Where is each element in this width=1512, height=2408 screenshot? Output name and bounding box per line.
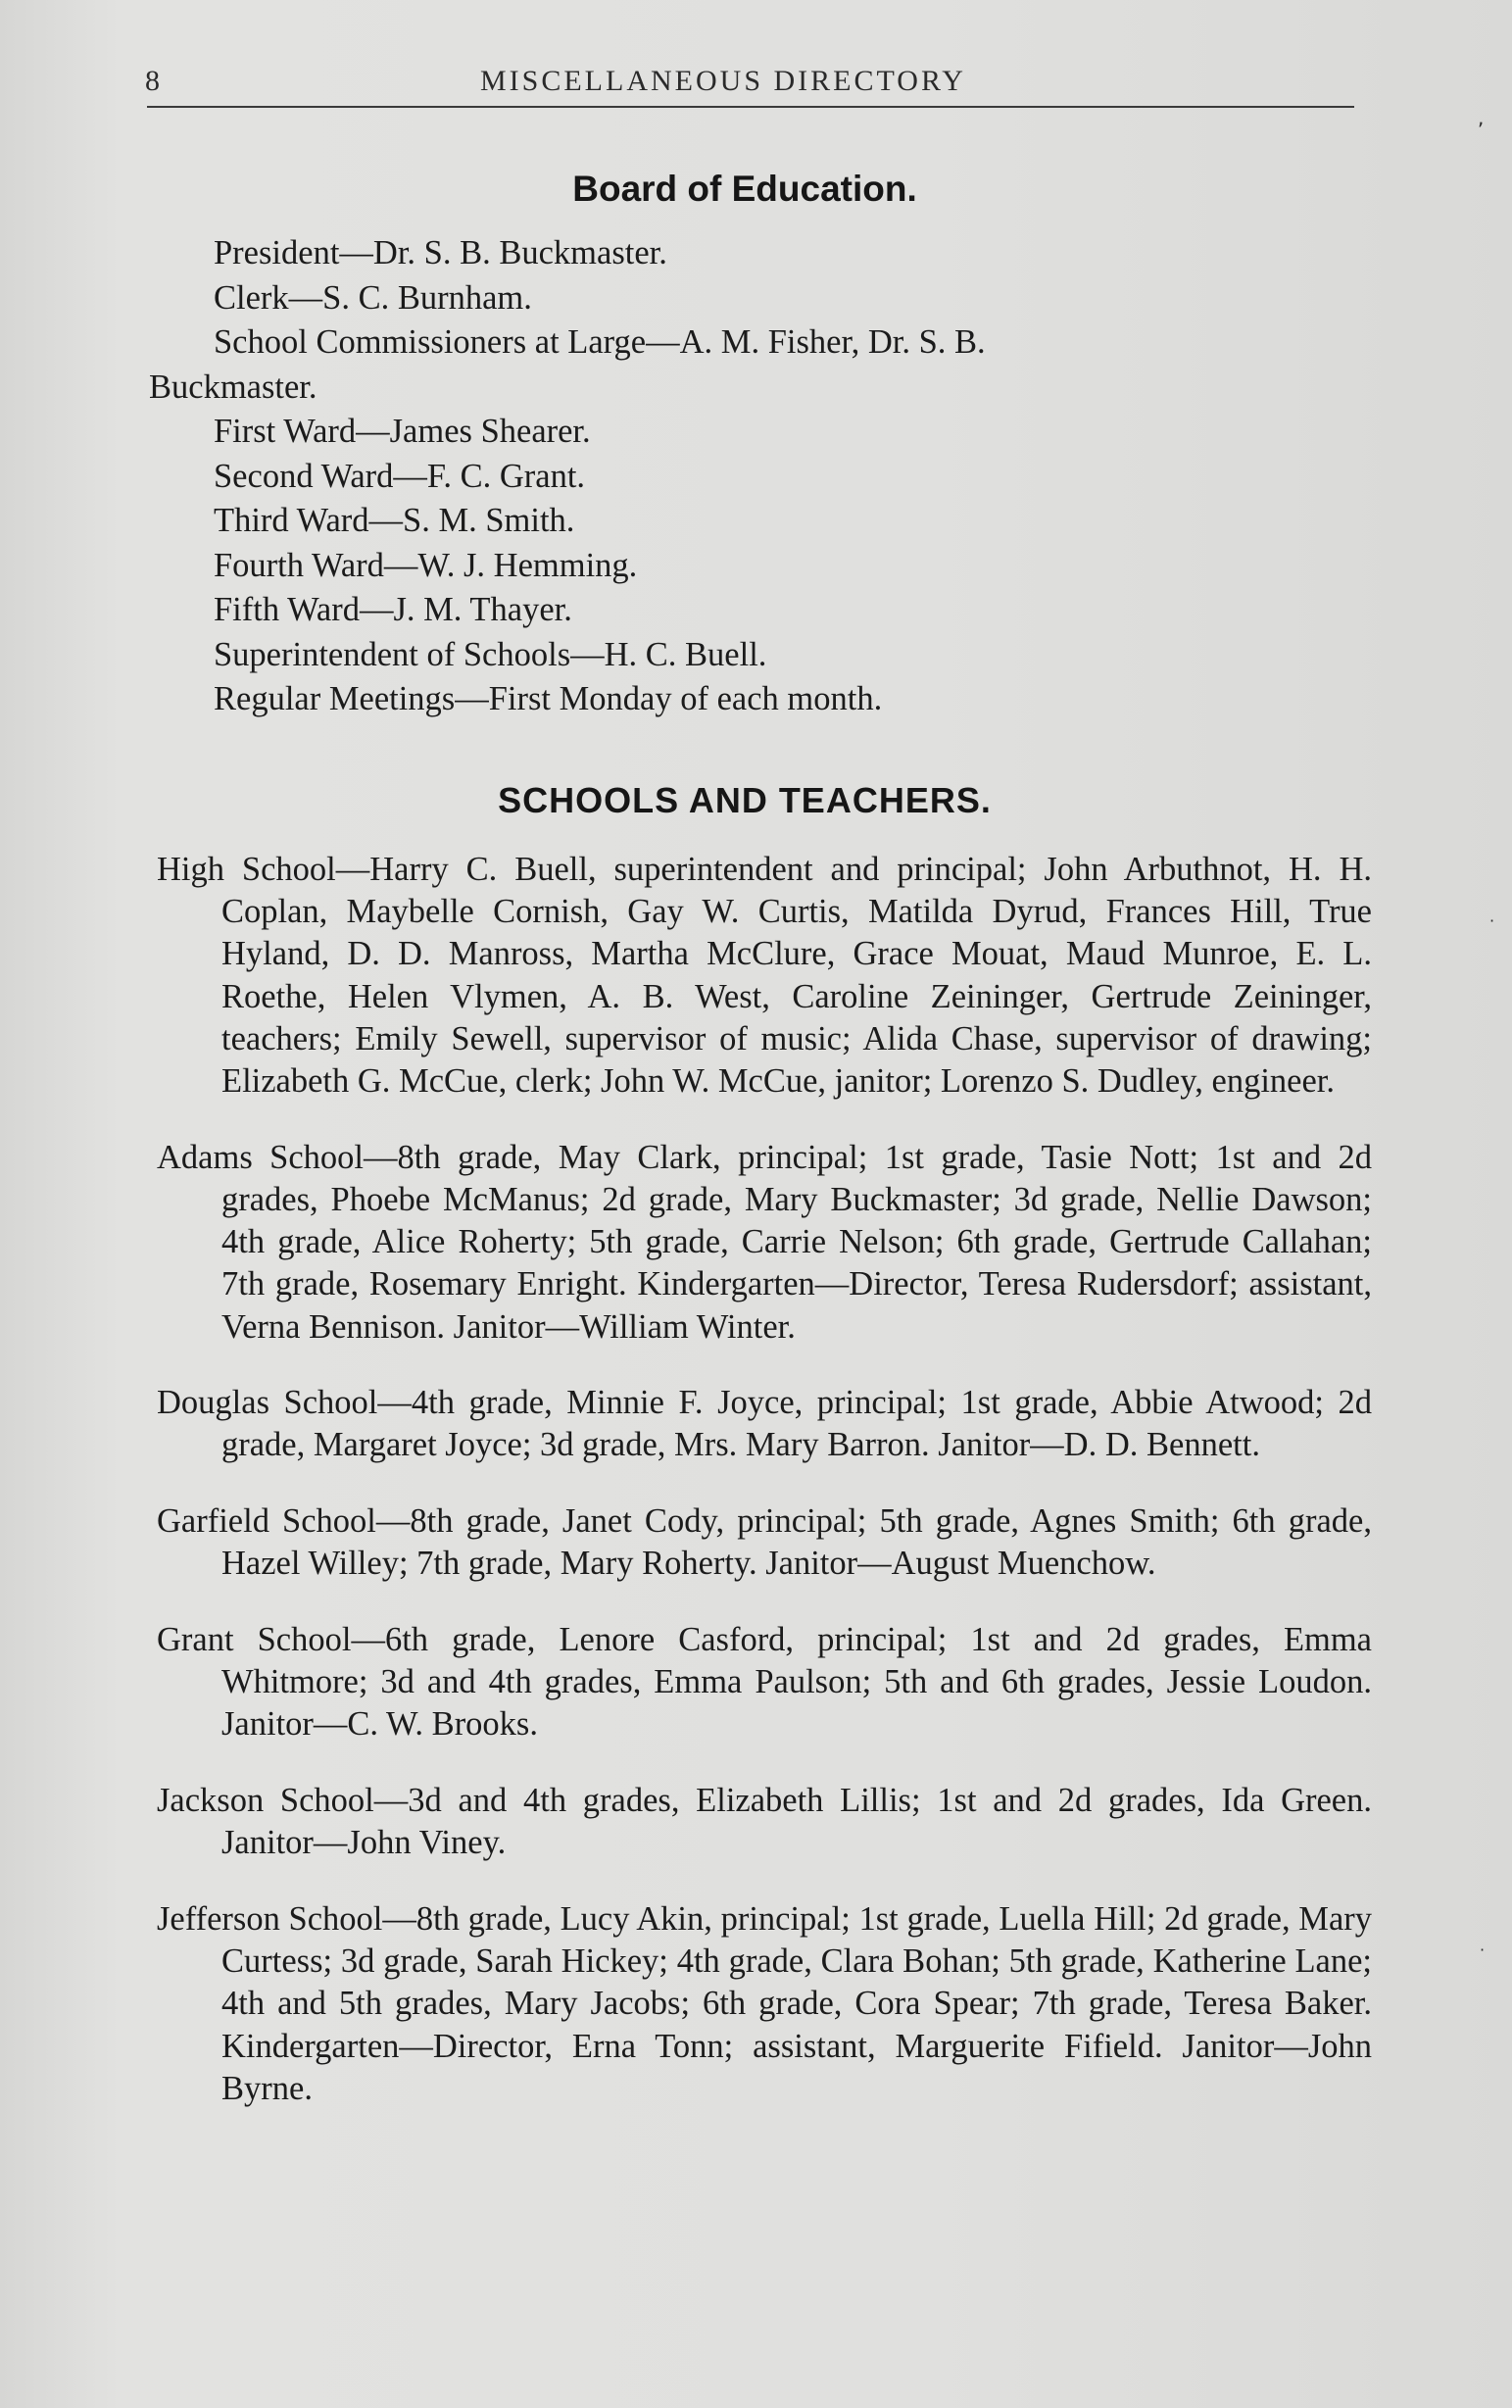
school-name: Adams School [157, 1138, 365, 1176]
school-entry-jackson [157, 1780, 1372, 1864]
running-head: MISCELLANEOUS DIRECTORY [480, 65, 966, 97]
board-line-third-ward: Third Ward—S. M. Smith. [214, 502, 575, 539]
board-line-first-ward: First Ward—James Shearer. [214, 413, 591, 450]
school-entry-adams [157, 1137, 1372, 1349]
school-name: Garfield School [157, 1502, 376, 1541]
board-line-regular-meetings: Regular Meetings—First Monday of each month. [214, 680, 883, 717]
school-entry-douglas [157, 1382, 1372, 1466]
school-staff: —3d and 4th grades, Elizabeth Lillis; 1st and 2d grades, Ida Green. Janitor—John Viney. [221, 1782, 1372, 1862]
board-line-commissioners: School Commissioners at Large—A. M. Fisher, Dr. S. B. [214, 323, 986, 361]
print-speck: · [1480, 1941, 1486, 1959]
print-speck: · [1489, 911, 1495, 930]
print-speck: , [1478, 106, 1485, 129]
board-line-president: President—Dr. S. B. Buckmaster. [214, 234, 667, 271]
school-staff: —6th grade, Lenore Casford, principal; 1st and 2d grades, Emma Whitmore; 3d and 4th grades, Emma Paulson; 5th and 6th grades, Jessie Loudon. Janitor—C. W. Brooks. [221, 1621, 1372, 1744]
school-entry-jefferson [157, 1898, 1372, 2110]
school-staff: —4th grade, Minnie F. Joyce, principal; 1st grade, Abbie Atwood; 2d grade, Margaret Joyce; 3d grade, Mrs. Mary Barron. Janitor—D. D. Bennett. [221, 1384, 1373, 1464]
board-line-superintendent: Superintendent of Schools—H. C. Buell. [214, 635, 767, 673]
school-name: High School [157, 851, 336, 888]
school-name: Douglas School [157, 1384, 378, 1422]
board-line-clerk: Clerk—S. C. Burnham. [214, 278, 532, 317]
schools-and-teachers-heading: SCHOOLS AND TEACHERS. [498, 780, 992, 820]
board-of-education-heading: Board of Education. [572, 169, 917, 209]
board-line-fifth-ward: Fifth Ward—J. M. Thayer. [214, 591, 572, 628]
school-entry-grant [157, 1619, 1372, 1746]
school-name: Grant School [157, 1621, 352, 1659]
board-line-commissioners-continued: Buckmaster. [149, 368, 317, 406]
schools-and-teachers-section [157, 849, 1372, 2120]
school-name: Jefferson School [157, 1900, 383, 1939]
board-of-education-section [147, 231, 1362, 722]
page-number: 8 [145, 65, 163, 97]
school-entry-garfield [157, 1500, 1372, 1585]
school-staff: —8th grade, Lucy Akin, principal; 1st grade, Luella Hill; 2d grade, Mary Curtess; 3d grade, Sarah Hickey; 4th grade, Clara Bohan; 5th grade, Katherine Lane; 4th and 5th grades, Mary Jacobs; 6th grade, Cora Spear; 7th grade, Teresa Baker. Kindergarten—Director, Erna Tonn; assistant, Marguerite Fifield. Janitor—John Byrne. [221, 1900, 1373, 2107]
school-staff: —Harry C. Buell, superintendent and principal; John Arbuthnot, H. H. Coplan, Maybelle Cornish, Gay W. Curtis, Matilda Dyrud, Frances Hill, True Hyland, D. D. Manross, Martha McClure, Grace Mouat, Maud Munroe, E. L. Roethe, Helen Vlymen, A. B. West, Caroline Zeininger, Gertrude Zeininger, teachers; Emily Sewell, supervisor of music; Alida Chase, supervisor of drawing; Elizabeth G. McCue, clerk; John W. McCue, janitor; Lorenzo S. Dudley, engineer. [221, 851, 1372, 1101]
board-line-fourth-ward: Fourth Ward—W. J. Hemming. [214, 546, 638, 584]
school-staff: —8th grade, May Clark, principal; 1st grade, Tasie Nott; 1st and 2d grades, Phoebe McManus; 2d grade, Mary Buckmaster; 3d grade, Nellie Dawson; 4th grade, Alice Roherty; 5th grade, Carrie Nelson; 6th grade, Gertrude Callahan; 7th grade, Rosemary Enright. Kindergarten—Director, Teresa Rudersdorf; assistant, Verna Bennison. Janitor—William Winter. [221, 1138, 1372, 1346]
school-name: Jackson School [157, 1782, 374, 1820]
board-line-second-ward: Second Ward—F. C. Grant. [214, 457, 586, 495]
school-staff: —8th grade, Janet Cody, principal; 5th grade, Agnes Smith; 6th grade, Hazel Willey; 7th grade, Mary Roherty. Janitor—August Muenchow. [221, 1502, 1372, 1583]
header-rule [147, 106, 1354, 108]
school-entry-high [157, 849, 1372, 1103]
